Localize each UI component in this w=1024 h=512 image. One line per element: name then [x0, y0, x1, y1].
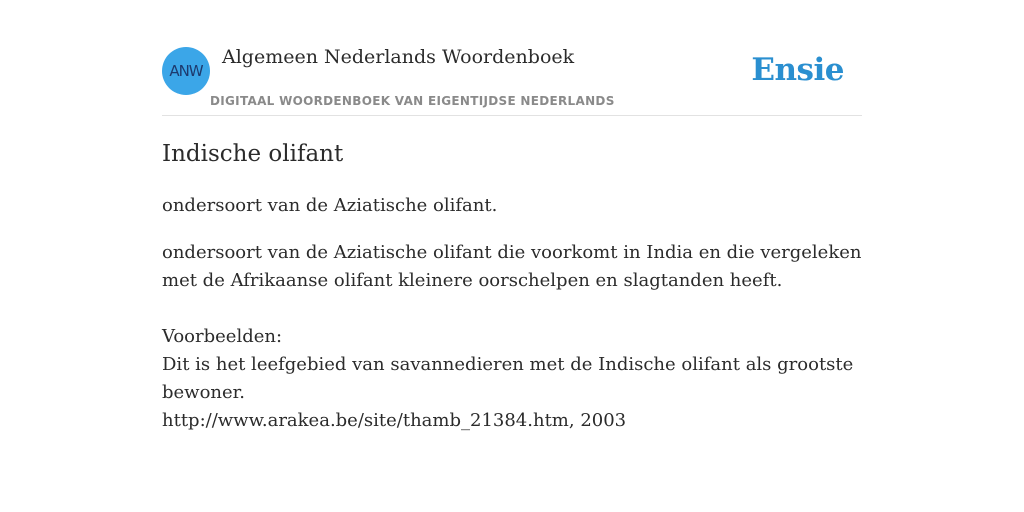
examples-label: Voorbeelden: — [162, 326, 283, 347]
long-definition: ondersoort van de Aziatische olifant die voorkomt in India en die vergeleken met de Afrikaanse olifant kleinere oorschelpen en slagtanden heeft. — [162, 242, 862, 291]
entry-title: Indische olifant — [162, 141, 344, 167]
site-title[interactable]: Algemeen Nederlands Woordenboek — [222, 46, 575, 68]
header — [162, 0, 862, 116]
example-source: http://www.arakea.be/site/thamb_21384.htm, 2003 — [162, 410, 627, 431]
page — [162, 0, 862, 512]
example-text: Dit is het leefgebied van savannedieren met de Indische olifant als grootste bewoner. — [162, 354, 854, 403]
short-definition: ondersoort van de Aziatische olifant. — [162, 195, 498, 216]
ensie-brand-logo[interactable]: Ensie — [751, 52, 844, 88]
site-subtitle: DIGITAAL WOORDENBOEK VAN EIGENTIJDSE NEDERLANDS — [210, 94, 615, 108]
anw-logo[interactable]: ANW — [162, 47, 210, 95]
examples-section — [162, 323, 862, 435]
